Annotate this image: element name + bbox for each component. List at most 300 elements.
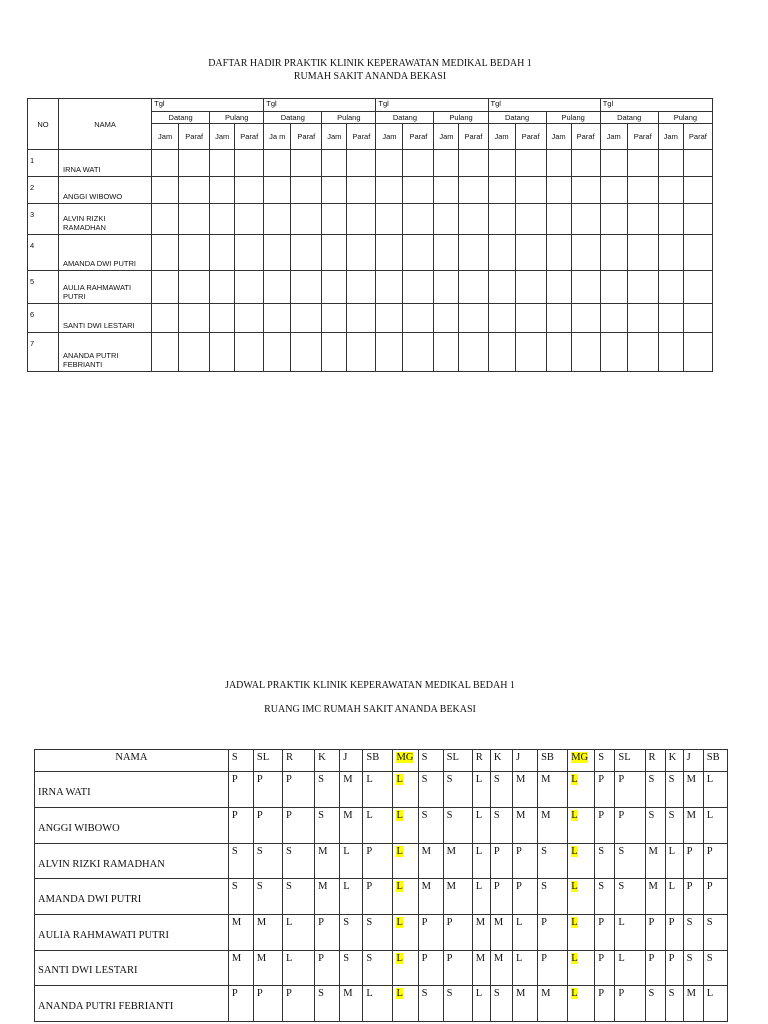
row-name: AULIA RAHMAWATI PUTRI: [59, 271, 152, 304]
attendance-cell[interactable]: [264, 333, 291, 372]
attendance-cell[interactable]: [658, 271, 683, 304]
schedule-row: [35, 843, 728, 879]
attendance-cell[interactable]: [459, 271, 488, 304]
attendance-cell[interactable]: [322, 235, 347, 271]
attendance-cell[interactable]: [434, 150, 459, 177]
attendance-cell[interactable]: [571, 235, 600, 271]
attendance-cell[interactable]: [376, 304, 403, 333]
row-number: 7: [28, 333, 59, 372]
shift-cell: [393, 843, 418, 879]
attendance-cell[interactable]: [210, 304, 235, 333]
attendance-cell[interactable]: [264, 177, 291, 204]
shift-cell: [683, 950, 703, 986]
shift-cell: [340, 986, 363, 1022]
attendance-cell[interactable]: [347, 271, 376, 304]
attendance-cell[interactable]: [235, 235, 264, 271]
shift-code: P: [648, 916, 655, 928]
shift-cell: [363, 914, 393, 950]
header-paraf: Paraf: [627, 124, 658, 150]
shift-code: M: [446, 845, 457, 857]
shift-cell: [683, 808, 703, 844]
day-label: K: [668, 752, 677, 763]
shift-code: M: [446, 881, 457, 893]
schedule-title-line1: JADWAL PRAKTIK KLINIK KEPERAWATAN MEDIKAL BEDAH 1: [225, 680, 515, 691]
shift-cell: [443, 986, 472, 1022]
attendance-cell[interactable]: [291, 150, 322, 177]
schedule-row: [35, 808, 728, 844]
header-datang: Datang: [600, 112, 658, 124]
shift-cell: [512, 772, 537, 808]
attendance-cell[interactable]: [376, 333, 403, 372]
day-header: [490, 750, 512, 772]
shift-cell: [595, 914, 615, 950]
row-number: 1: [28, 150, 59, 177]
schedule-table: [34, 749, 728, 1022]
header-paraf: Paraf: [179, 124, 210, 150]
day-header: [393, 750, 418, 772]
shift-cell: [665, 950, 683, 986]
shift-code: S: [318, 810, 325, 822]
shift-cell: [490, 879, 512, 915]
attendance-cell[interactable]: [515, 304, 546, 333]
attendance-cell[interactable]: [376, 204, 403, 235]
shift-cell: [340, 950, 363, 986]
shift-cell: [703, 843, 727, 879]
attendance-cell[interactable]: [403, 150, 434, 177]
attendance-cell[interactable]: [264, 304, 291, 333]
attendance-cell[interactable]: [152, 204, 179, 235]
shift-code: L: [571, 988, 578, 1000]
attendance-cell[interactable]: [600, 333, 627, 372]
attendance-cell[interactable]: [291, 204, 322, 235]
shift-code: S: [706, 952, 713, 964]
day-label: SB: [706, 752, 720, 763]
attendance-cell[interactable]: [376, 177, 403, 204]
attendance-cell[interactable]: [152, 333, 179, 372]
shift-cell: [315, 879, 340, 915]
attendance-cell[interactable]: [235, 204, 264, 235]
shift-code: P: [286, 988, 292, 1000]
attendance-cell[interactable]: [291, 177, 322, 204]
shift-code: L: [571, 952, 578, 964]
attendance-cell[interactable]: [600, 304, 627, 333]
attendance-cell[interactable]: [488, 177, 515, 204]
shift-code: S: [421, 774, 428, 786]
attendance-cell[interactable]: [600, 204, 627, 235]
attendance-cell[interactable]: [347, 204, 376, 235]
day-header: [703, 750, 727, 772]
attendance-cell[interactable]: [264, 235, 291, 271]
shift-code: S: [493, 988, 500, 1000]
shift-cell: [665, 843, 683, 879]
shift-cell: [283, 914, 315, 950]
shift-code: P: [618, 988, 625, 1000]
attendance-cell[interactable]: [434, 177, 459, 204]
attendance-cell[interactable]: [488, 235, 515, 271]
attendance-cell[interactable]: [291, 271, 322, 304]
shift-cell: [315, 950, 340, 986]
attendance-cell[interactable]: [210, 235, 235, 271]
day-label: S: [598, 752, 605, 763]
attendance-cell[interactable]: [658, 204, 683, 235]
attendance-cell[interactable]: [235, 150, 264, 177]
shift-code: L: [515, 952, 523, 964]
attendance-cell[interactable]: [322, 333, 347, 372]
shift-cell: [538, 950, 568, 986]
attendance-cell[interactable]: [459, 204, 488, 235]
shift-cell: [512, 808, 537, 844]
shift-code: M: [421, 845, 431, 857]
attendance-cell[interactable]: [488, 333, 515, 372]
attendance-cell[interactable]: [488, 150, 515, 177]
row-name: SANTI DWI LESTARI: [59, 304, 152, 333]
attendance-cell[interactable]: [403, 271, 434, 304]
attendance-cell[interactable]: [210, 204, 235, 235]
attendance-cell[interactable]: [658, 333, 683, 372]
shift-code: S: [286, 881, 292, 893]
shift-code: P: [231, 988, 238, 1000]
row-name: IRNA WATI: [59, 150, 152, 177]
shift-code: S: [618, 845, 625, 857]
shift-cell: [418, 808, 443, 844]
attendance-cell[interactable]: [264, 271, 291, 304]
attendance-cell[interactable]: [179, 271, 210, 304]
shift-code: P: [598, 774, 605, 786]
shift-code: L: [475, 988, 483, 1000]
attendance-cell[interactable]: [488, 204, 515, 235]
shift-code: L: [571, 881, 578, 893]
attendance-cell[interactable]: [322, 150, 347, 177]
shift-cell: [665, 879, 683, 915]
shift-code: S: [648, 774, 655, 786]
attendance-cell[interactable]: [683, 204, 712, 235]
attendance-cell[interactable]: [515, 333, 546, 372]
schedule-row: [35, 914, 728, 950]
shift-code: M: [343, 988, 353, 1000]
shift-cell: [512, 914, 537, 950]
shift-cell: [228, 879, 253, 915]
attendance-cell[interactable]: [459, 304, 488, 333]
attendance-cell[interactable]: [434, 235, 459, 271]
shift-code: P: [446, 952, 453, 964]
shift-code: M: [515, 810, 526, 822]
shift-cell: [363, 808, 393, 844]
shift-code: M: [256, 952, 267, 964]
attendance-cell[interactable]: [264, 150, 291, 177]
attendance-cell[interactable]: [403, 304, 434, 333]
shift-code: S: [598, 845, 605, 857]
attendance-cell[interactable]: [683, 235, 712, 271]
day-header: [595, 750, 615, 772]
attendance-cell[interactable]: [322, 271, 347, 304]
shift-cell: [615, 808, 645, 844]
attendance-cell[interactable]: [152, 235, 179, 271]
shift-cell: [683, 914, 703, 950]
shift-code: S: [446, 774, 453, 786]
attendance-cell[interactable]: [210, 271, 235, 304]
shift-cell: [512, 843, 537, 879]
shift-code: P: [446, 916, 453, 928]
attendance-cell[interactable]: [291, 304, 322, 333]
day-header: [683, 750, 703, 772]
header-jam: Jam: [546, 124, 571, 150]
shift-cell: [490, 772, 512, 808]
day-label: J: [515, 752, 521, 763]
attendance-cell[interactable]: [515, 204, 546, 235]
shift-code: S: [648, 810, 655, 822]
attendance-cell[interactable]: [515, 150, 546, 177]
shift-code: P: [318, 916, 325, 928]
attendance-cell[interactable]: [210, 150, 235, 177]
shift-cell: [315, 808, 340, 844]
attendance-cell[interactable]: [488, 304, 515, 333]
shift-code: S: [446, 988, 453, 1000]
attendance-cell[interactable]: [152, 150, 179, 177]
shift-cell: [615, 914, 645, 950]
attendance-cell[interactable]: [571, 177, 600, 204]
attendance-cell[interactable]: [376, 235, 403, 271]
attendance-cell[interactable]: [546, 333, 571, 372]
attendance-cell[interactable]: [546, 271, 571, 304]
row-number: 5: [28, 271, 59, 304]
schedule-name: SANTI DWI LESTARI: [35, 950, 229, 986]
day-label: SB: [366, 752, 380, 763]
shift-cell: [568, 772, 595, 808]
attendance-cell[interactable]: [235, 177, 264, 204]
attendance-cell[interactable]: [546, 304, 571, 333]
attendance-cell[interactable]: [322, 304, 347, 333]
attendance-cell[interactable]: [627, 271, 658, 304]
header-nama: NAMA: [59, 99, 152, 150]
shift-code: P: [686, 845, 693, 857]
attendance-cell[interactable]: [488, 271, 515, 304]
shift-code: S: [706, 916, 713, 928]
shift-cell: [490, 986, 512, 1022]
shift-cell: [253, 843, 282, 879]
day-label: SL: [256, 752, 270, 763]
attendance-cell[interactable]: [571, 204, 600, 235]
day-header: [512, 750, 537, 772]
attendance-cell[interactable]: [658, 150, 683, 177]
shift-code: S: [493, 810, 500, 822]
attendance-cell[interactable]: [658, 304, 683, 333]
row-number: 6: [28, 304, 59, 333]
attendance-cell[interactable]: [179, 177, 210, 204]
schedule-title-line2: RUANG IMC RUMAH SAKIT ANANDA BEKASI: [264, 704, 476, 715]
shift-code: S: [318, 774, 325, 786]
attendance-cell[interactable]: [571, 333, 600, 372]
attendance-cell[interactable]: [627, 333, 658, 372]
shift-cell: [568, 843, 595, 879]
row-number: 2: [28, 177, 59, 204]
shift-code: P: [256, 988, 263, 1000]
attendance-cell[interactable]: [459, 177, 488, 204]
attendance-cell[interactable]: [434, 333, 459, 372]
attendance-cell[interactable]: [291, 333, 322, 372]
shift-code: P: [618, 810, 625, 822]
header-jam: Jam: [434, 124, 459, 150]
attendance-cell[interactable]: [347, 235, 376, 271]
shift-code: M: [648, 845, 658, 857]
attendance-cell[interactable]: [403, 333, 434, 372]
attendance-cell[interactable]: [515, 177, 546, 204]
attendance-cell[interactable]: [571, 304, 600, 333]
attendance-cell[interactable]: [627, 304, 658, 333]
attendance-cell[interactable]: [571, 271, 600, 304]
schedule-row: [35, 986, 728, 1022]
attendance-cell[interactable]: [683, 333, 712, 372]
attendance-cell[interactable]: [434, 304, 459, 333]
shift-code: M: [475, 952, 486, 964]
day-header: [665, 750, 683, 772]
attendance-cell[interactable]: [658, 235, 683, 271]
shift-cell: [393, 986, 418, 1022]
attendance-cell[interactable]: [546, 204, 571, 235]
shift-code: L: [475, 810, 483, 822]
attendance-cell[interactable]: [600, 150, 627, 177]
attendance-cell[interactable]: [459, 150, 488, 177]
schedule-header-row: [35, 750, 728, 772]
shift-code: P: [706, 845, 713, 857]
shift-cell: [568, 986, 595, 1022]
attendance-cell[interactable]: [152, 271, 179, 304]
day-label: S: [421, 752, 428, 763]
attendance-cell[interactable]: [347, 333, 376, 372]
attendance-cell[interactable]: [600, 235, 627, 271]
shift-code: P: [686, 881, 693, 893]
header-jam: Jam: [210, 124, 235, 150]
attendance-cell[interactable]: [347, 304, 376, 333]
attendance-cell[interactable]: [347, 177, 376, 204]
attendance-cell[interactable]: [546, 235, 571, 271]
attendance-cell[interactable]: [235, 304, 264, 333]
shift-code: L: [706, 988, 714, 1000]
attendance-cell[interactable]: [179, 304, 210, 333]
attendance-cell[interactable]: [403, 235, 434, 271]
shift-cell: [568, 950, 595, 986]
shift-cell: [538, 772, 568, 808]
header-datang: Datang: [264, 112, 322, 124]
header-paraf: Paraf: [571, 124, 600, 150]
header-datang: Datang: [488, 112, 546, 124]
attendance-cell[interactable]: [403, 204, 434, 235]
day-header: [283, 750, 315, 772]
header-pulang: Pulang: [434, 112, 488, 124]
day-header: [363, 750, 393, 772]
attendance-cell[interactable]: [459, 333, 488, 372]
attendance-row: [28, 304, 713, 333]
header-tgl: Tgl: [600, 99, 712, 112]
shift-code: S: [668, 810, 675, 822]
shift-cell: [228, 914, 253, 950]
attendance-cell[interactable]: [235, 333, 264, 372]
attendance-cell[interactable]: [683, 177, 712, 204]
shift-code: S: [493, 774, 500, 786]
shift-code: S: [618, 881, 625, 893]
shift-cell: [315, 986, 340, 1022]
attendance-cell[interactable]: [627, 204, 658, 235]
shift-cell: [538, 879, 568, 915]
attendance-cell[interactable]: [322, 204, 347, 235]
shift-cell: [418, 879, 443, 915]
shift-cell: [228, 772, 253, 808]
shift-code: S: [686, 916, 693, 928]
shift-code: L: [475, 881, 483, 893]
attendance-cell[interactable]: [571, 150, 600, 177]
attendance-cell[interactable]: [434, 204, 459, 235]
attendance-cell[interactable]: [546, 150, 571, 177]
shift-code: L: [396, 916, 403, 928]
attendance-cell[interactable]: [546, 177, 571, 204]
shift-cell: [490, 914, 512, 950]
attendance-cell[interactable]: [683, 304, 712, 333]
attendance-cell[interactable]: [515, 235, 546, 271]
shift-cell: [490, 843, 512, 879]
attendance-cell[interactable]: [210, 333, 235, 372]
attendance-cell[interactable]: [291, 235, 322, 271]
attendance-cell[interactable]: [627, 150, 658, 177]
attendance-cell[interactable]: [179, 204, 210, 235]
attendance-cell[interactable]: [322, 177, 347, 204]
shift-code: L: [571, 845, 578, 857]
attendance-row: [28, 177, 713, 204]
attendance-cell[interactable]: [434, 271, 459, 304]
day-label: K: [318, 752, 326, 763]
header-tgl: Tgl: [264, 99, 376, 112]
attendance-cell[interactable]: [347, 150, 376, 177]
attendance-cell[interactable]: [403, 177, 434, 204]
attendance-cell[interactable]: [376, 150, 403, 177]
attendance-cell[interactable]: [264, 204, 291, 235]
attendance-cell[interactable]: [600, 177, 627, 204]
attendance-cell[interactable]: [179, 235, 210, 271]
attendance-cell[interactable]: [235, 271, 264, 304]
shift-cell: [490, 950, 512, 986]
attendance-cell[interactable]: [179, 150, 210, 177]
shift-code: L: [571, 916, 578, 928]
shift-code: S: [343, 916, 350, 928]
shift-cell: [703, 986, 727, 1022]
shift-code: L: [343, 881, 350, 893]
header-pulang: Pulang: [658, 112, 712, 124]
shift-cell: [595, 986, 615, 1022]
shift-code: S: [286, 845, 292, 857]
row-name: ALVIN RIZKI RAMADHAN: [59, 204, 152, 235]
shift-code: L: [396, 845, 403, 857]
attendance-cell[interactable]: [683, 271, 712, 304]
attendance-cell[interactable]: [459, 235, 488, 271]
attendance-cell[interactable]: [627, 177, 658, 204]
shift-code: S: [668, 988, 675, 1000]
attendance-title-line1: DAFTAR HADIR PRAKTIK KLINIK KEPERAWATAN MEDIKAL BEDAH 1: [208, 58, 532, 69]
shift-code: P: [618, 774, 625, 786]
attendance-cell[interactable]: [658, 177, 683, 204]
shift-code: S: [318, 988, 325, 1000]
attendance-cell[interactable]: [600, 271, 627, 304]
header-paraf: Paraf: [291, 124, 322, 150]
attendance-cell[interactable]: [515, 271, 546, 304]
day-header: [615, 750, 645, 772]
attendance-cell[interactable]: [179, 333, 210, 372]
attendance-cell[interactable]: [152, 177, 179, 204]
attendance-cell[interactable]: [210, 177, 235, 204]
shift-cell: [568, 808, 595, 844]
attendance-cell[interactable]: [376, 271, 403, 304]
attendance-cell[interactable]: [152, 304, 179, 333]
day-label: R: [286, 752, 294, 763]
attendance-cell[interactable]: [627, 235, 658, 271]
attendance-cell[interactable]: [683, 150, 712, 177]
